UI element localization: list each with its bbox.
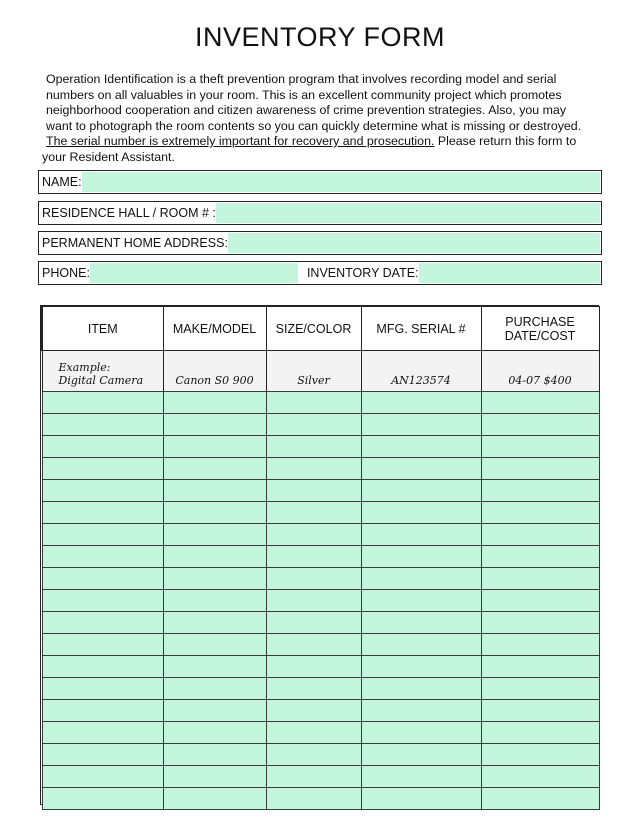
table-row xyxy=(42,568,599,590)
size-color-entry-cell[interactable] xyxy=(266,436,361,458)
make-model-entry-cell[interactable] xyxy=(163,634,266,656)
phone-input[interactable] xyxy=(90,263,298,283)
residence-label: RESIDENCE HALL / ROOM # : xyxy=(42,206,216,220)
purchase-entry-cell[interactable] xyxy=(481,392,599,414)
purchase-entry-cell[interactable] xyxy=(481,480,599,502)
serial-entry-cell[interactable] xyxy=(361,458,481,480)
address-label: PERMANENT HOME ADDRESS: xyxy=(42,236,228,250)
make-model-entry-cell[interactable] xyxy=(163,414,266,436)
serial-entry-cell[interactable] xyxy=(361,590,481,612)
make-model-entry-cell[interactable] xyxy=(163,524,266,546)
table-row xyxy=(42,612,599,634)
intro-line-1: Operation Identification is a theft prevention program that involves recording model and serial xyxy=(46,72,557,86)
name-input[interactable] xyxy=(82,172,600,192)
make-model-entry-cell[interactable] xyxy=(163,678,266,700)
header-purchase-line2: DATE/COST xyxy=(504,328,576,343)
item-entry-cell[interactable] xyxy=(42,392,163,414)
header-purchase xyxy=(481,307,599,351)
header-item: ITEM xyxy=(42,307,163,351)
table-row xyxy=(42,546,599,568)
size-color-entry-cell[interactable] xyxy=(266,788,361,810)
return-note: Please return this form to xyxy=(434,134,577,148)
table-row xyxy=(42,722,599,744)
table-row xyxy=(42,700,599,722)
item-entry-cell[interactable] xyxy=(42,436,163,458)
serial-entry-cell[interactable] xyxy=(361,744,481,766)
purchase-entry-cell[interactable] xyxy=(481,656,599,678)
purchase-entry-cell[interactable] xyxy=(481,722,599,744)
purchase-entry-cell[interactable] xyxy=(481,634,599,656)
serial-entry-cell[interactable] xyxy=(361,414,481,436)
table-row xyxy=(42,480,599,502)
residence-row xyxy=(38,201,602,225)
make-model-entry-cell[interactable] xyxy=(163,458,266,480)
table-row xyxy=(42,590,599,612)
table-row xyxy=(42,678,599,700)
make-model-entry-cell[interactable] xyxy=(163,722,266,744)
make-model-entry-cell[interactable] xyxy=(163,436,266,458)
header-serial: MFG. SERIAL # xyxy=(361,307,481,351)
serial-entry-cell[interactable] xyxy=(361,480,481,502)
inventory-table xyxy=(41,306,600,810)
make-model-entry-cell[interactable] xyxy=(163,700,266,722)
size-color-entry-cell[interactable] xyxy=(266,678,361,700)
table-row xyxy=(42,524,599,546)
table-row xyxy=(42,634,599,656)
inventory-table-frame xyxy=(40,305,599,805)
table-row xyxy=(42,414,599,436)
name-row xyxy=(38,170,602,194)
serial-entry-cell[interactable] xyxy=(361,392,481,414)
make-model-entry-cell[interactable] xyxy=(163,480,266,502)
make-model-entry-cell[interactable] xyxy=(163,766,266,788)
serial-entry-cell[interactable] xyxy=(361,634,481,656)
size-color-entry-cell[interactable] xyxy=(266,480,361,502)
purchase-entry-cell[interactable] xyxy=(481,744,599,766)
purchase-entry-cell[interactable] xyxy=(481,546,599,568)
inventory-date-label: INVENTORY DATE: xyxy=(306,266,419,280)
make-model-entry-cell[interactable] xyxy=(163,392,266,414)
item-entry-cell[interactable] xyxy=(42,788,163,810)
purchase-entry-cell[interactable] xyxy=(481,612,599,634)
page-title: INVENTORY FORM xyxy=(194,22,446,52)
size-color-entry-cell[interactable] xyxy=(266,766,361,788)
item-entry-cell[interactable] xyxy=(42,678,163,700)
header-size-color: SIZE/COLOR xyxy=(266,307,361,351)
purchase-entry-cell[interactable] xyxy=(481,458,599,480)
make-model-entry-cell[interactable] xyxy=(163,656,266,678)
purchase-entry-cell[interactable] xyxy=(481,788,599,810)
purchase-entry-cell[interactable] xyxy=(481,502,599,524)
serial-entry-cell[interactable] xyxy=(361,766,481,788)
size-color-entry-cell[interactable] xyxy=(266,700,361,722)
make-model-entry-cell[interactable] xyxy=(163,590,266,612)
example-label: Example: xyxy=(58,361,111,374)
item-entry-cell[interactable] xyxy=(42,546,163,568)
serial-entry-cell[interactable] xyxy=(361,524,481,546)
intro-line-4: want to photograph the room contents so you can quickly determine what is missing or destroyed. xyxy=(46,118,582,133)
item-entry-cell[interactable] xyxy=(42,744,163,766)
purchase-entry-cell[interactable] xyxy=(481,414,599,436)
table-row xyxy=(42,458,599,480)
phone-row xyxy=(38,261,602,285)
table-row xyxy=(42,502,599,524)
residence-input[interactable] xyxy=(216,203,600,223)
serial-entry-cell[interactable] xyxy=(361,700,481,722)
intro-line-5 xyxy=(42,134,602,150)
example-purchase: 04-07 $400 xyxy=(481,351,599,392)
size-color-entry-cell[interactable] xyxy=(266,722,361,744)
table-row xyxy=(42,392,599,414)
item-entry-cell[interactable] xyxy=(42,480,163,502)
example-item: Digital Camera xyxy=(58,374,144,387)
purchase-entry-cell[interactable] xyxy=(481,678,599,700)
serial-entry-cell[interactable] xyxy=(361,568,481,590)
table-row xyxy=(42,788,599,810)
make-model-entry-cell[interactable] xyxy=(163,568,266,590)
make-model-entry-cell[interactable] xyxy=(163,612,266,634)
header-make-model: MAKE/MODEL xyxy=(163,307,266,351)
size-color-entry-cell[interactable] xyxy=(266,458,361,480)
table-row xyxy=(42,436,599,458)
purchase-entry-cell[interactable] xyxy=(481,436,599,458)
inventory-date-input[interactable] xyxy=(419,263,600,283)
size-color-entry-cell[interactable] xyxy=(266,656,361,678)
size-color-entry-cell[interactable] xyxy=(266,612,361,634)
item-entry-cell[interactable] xyxy=(42,502,163,524)
size-color-entry-cell[interactable] xyxy=(266,568,361,590)
intro-line-6: your Resident Assistant. xyxy=(42,149,175,164)
serial-note: The serial number is extremely important for recovery and prosecution. xyxy=(46,134,435,148)
size-color-entry-cell[interactable] xyxy=(266,634,361,656)
purchase-entry-cell[interactable] xyxy=(481,700,599,722)
purchase-entry-cell[interactable] xyxy=(481,568,599,590)
example-make: Canon S0 900 xyxy=(163,351,266,392)
purchase-entry-cell[interactable] xyxy=(481,766,599,788)
intro-line-2: numbers on all valuables in your room. This is an excellent community project which promotes xyxy=(46,87,562,102)
item-entry-cell[interactable] xyxy=(42,458,163,480)
item-entry-cell[interactable] xyxy=(42,524,163,546)
item-entry-cell[interactable] xyxy=(42,634,163,656)
table-row xyxy=(42,766,599,788)
example-serial: AN123574 xyxy=(361,351,481,392)
name-label: NAME: xyxy=(42,175,82,189)
header-purchase-line1: PURCHASE xyxy=(505,314,575,329)
item-entry-cell[interactable] xyxy=(42,568,163,590)
example-row xyxy=(42,351,599,392)
address-row xyxy=(38,231,602,255)
serial-entry-cell[interactable] xyxy=(361,722,481,744)
table-row xyxy=(42,656,599,678)
make-model-entry-cell[interactable] xyxy=(163,788,266,810)
item-entry-cell[interactable] xyxy=(42,722,163,744)
make-model-entry-cell[interactable] xyxy=(163,744,266,766)
serial-entry-cell[interactable] xyxy=(361,612,481,634)
item-entry-cell[interactable] xyxy=(42,766,163,788)
make-model-entry-cell[interactable] xyxy=(163,546,266,568)
address-input[interactable] xyxy=(228,233,600,253)
example-item-cell xyxy=(42,351,163,392)
purchase-entry-cell[interactable] xyxy=(481,590,599,612)
size-color-entry-cell[interactable] xyxy=(266,744,361,766)
intro-paragraph xyxy=(42,72,602,165)
serial-entry-cell[interactable] xyxy=(361,436,481,458)
example-size: Silver xyxy=(266,351,361,392)
serial-entry-cell[interactable] xyxy=(361,788,481,810)
purchase-entry-cell[interactable] xyxy=(481,524,599,546)
item-entry-cell[interactable] xyxy=(42,414,163,436)
size-color-entry-cell[interactable] xyxy=(266,546,361,568)
item-entry-cell[interactable] xyxy=(42,656,163,678)
size-color-entry-cell[interactable] xyxy=(266,414,361,436)
size-color-entry-cell[interactable] xyxy=(266,392,361,414)
make-model-entry-cell[interactable] xyxy=(163,502,266,524)
serial-entry-cell[interactable] xyxy=(361,656,481,678)
serial-entry-cell[interactable] xyxy=(361,678,481,700)
item-entry-cell[interactable] xyxy=(42,590,163,612)
serial-entry-cell[interactable] xyxy=(361,546,481,568)
item-entry-cell[interactable] xyxy=(42,700,163,722)
item-entry-cell[interactable] xyxy=(42,612,163,634)
table-row xyxy=(42,744,599,766)
phone-label: PHONE: xyxy=(42,266,90,280)
serial-entry-cell[interactable] xyxy=(361,502,481,524)
table-header-row xyxy=(42,307,599,351)
intro-line-3: neighborhood cooperation and citizen awareness of crime prevention strategies. Also, you may xyxy=(46,103,567,117)
size-color-entry-cell[interactable] xyxy=(266,524,361,546)
size-color-entry-cell[interactable] xyxy=(266,502,361,524)
size-color-entry-cell[interactable] xyxy=(266,590,361,612)
